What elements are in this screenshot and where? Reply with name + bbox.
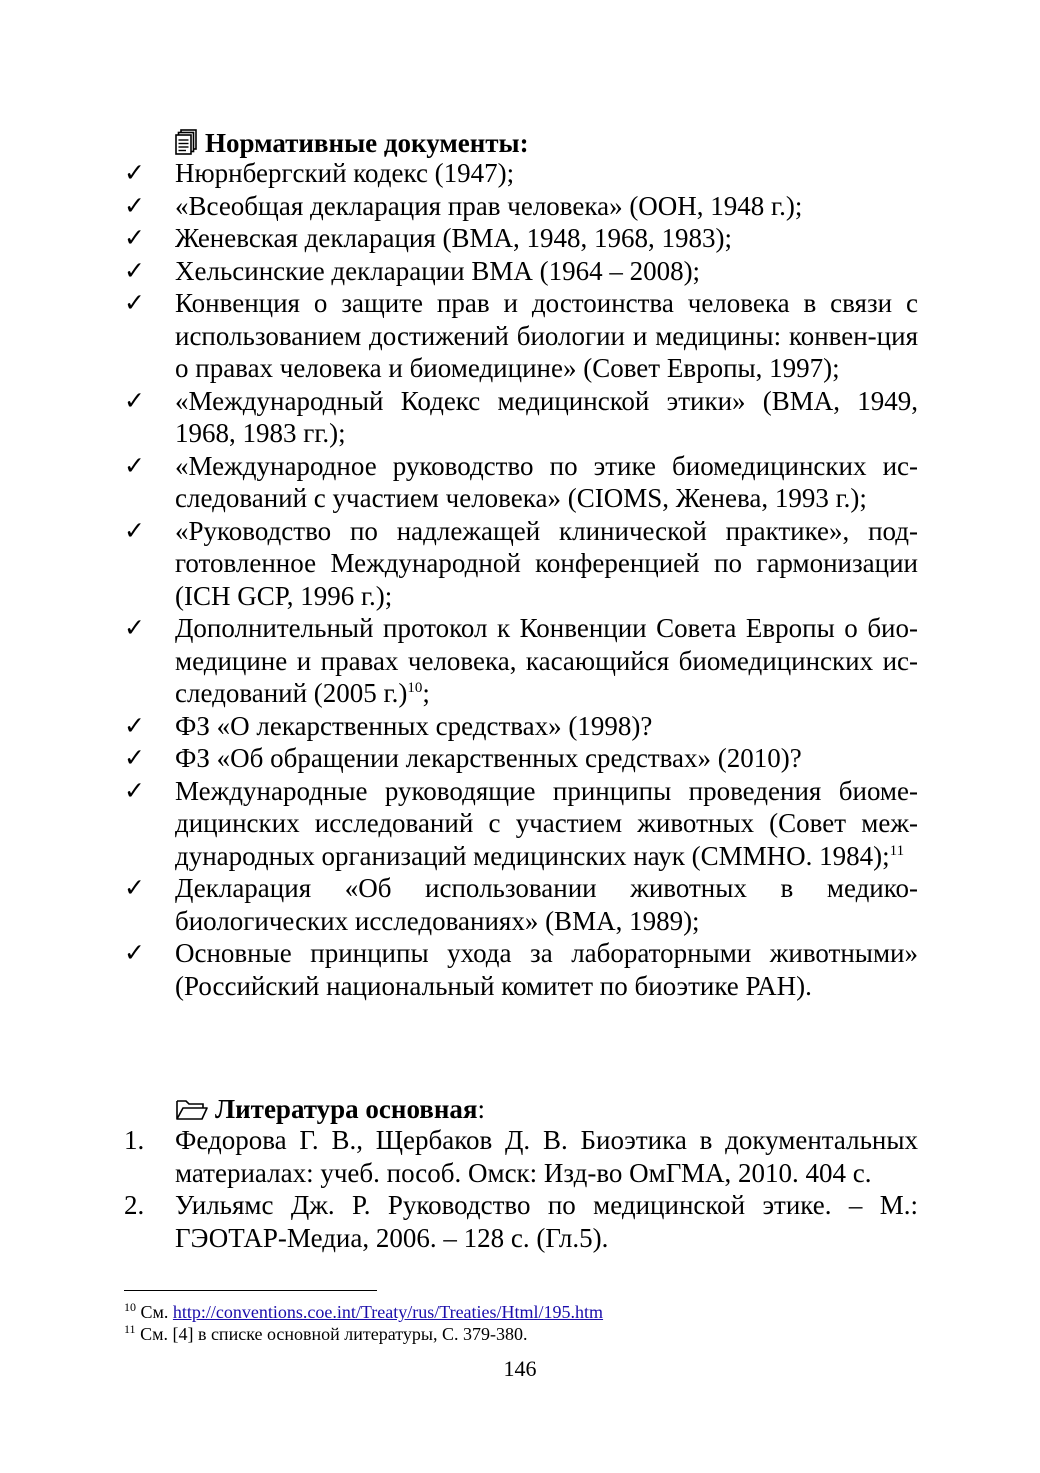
checkmark-icon: ✓	[124, 515, 145, 545]
checkmark-icon: ✓	[124, 158, 145, 187]
list-item: ✓ «Всеобщая декларация прав человека» (ООН, 1948 г.);	[124, 190, 803, 221]
literature-heading: Литература основная:	[175, 1093, 485, 1129]
checkmark-icon: ✓	[124, 710, 145, 740]
list-item: ✓ Конвенция о защите прав и достоинства человека в связи с использованием достижений биологии и медицины: конвен-ция о правах человека и биомедицине» (Совет Европы, 1997);	[124, 288, 918, 383]
checkmark-icon: ✓	[124, 873, 145, 902]
list-item: ✓ Нюрнбергский кодекс (1947);	[124, 158, 515, 188]
checkmark-icon: ✓	[124, 385, 145, 415]
list-item: ✓ «Руководство по надлежащей клинической практике», под-готовленное Международной конференцией по гармонизации (ICH GCP, 1996 г.);	[124, 515, 918, 611]
list-number: 2.	[124, 1190, 145, 1220]
footnote-ref[interactable]: 10	[407, 680, 423, 696]
list-item: ✓ «Международное руководство по этике биомедицинских ис-следований с участием человека» (CIOMS, Женева, 1993 г.);	[124, 450, 918, 513]
checkmark-icon: ✓	[124, 255, 145, 285]
checkmark-icon: ✓	[124, 743, 145, 772]
footnote-divider	[124, 1290, 377, 1291]
normative-docs-list	[0, 157, 1040, 1002]
list-item: ✓ Женевская декларация (ВМА, 1948, 1968, 1983);	[124, 223, 733, 253]
checkmark-icon: ✓	[124, 450, 145, 480]
checkmark-icon: ✓	[124, 775, 145, 805]
footnote-ref[interactable]: 11	[889, 842, 905, 859]
list-item: ✓ Основные принципы ухода за лабораторными животными» (Российский национальный комитет по биоэтике РАН).	[124, 938, 918, 1001]
checkmark-icon: ✓	[124, 938, 145, 967]
footnote-10: $^{10}$ См. http://conventions.coe.int/Treaty/rus/Treaties/Html/195.htm	[124, 1300, 604, 1322]
literature-list	[0, 1124, 1040, 1254]
list-item: ✓ ФЗ «Об обращении лекарственных средствах» (2010)?	[124, 743, 802, 773]
list-item: 1. Федорова Г. В., Щербаков Д. В. Биоэтика в документальных материалах: учеб. пособ. Омск: Изд-во ОмГМА, 2010. 404 с.	[124, 1125, 918, 1188]
checkmark-icon: ✓	[124, 613, 145, 642]
list-item: ✓ Международные руководящие принципы проведения биоме-дицинских исследований с участием животных (Совет меж-дународных организаций медицинских наук (СММНО. 1984);$^{11}$	[124, 775, 918, 871]
list-item: ✓ Хельсинские декларации ВМА (1964 – 2008);	[124, 255, 701, 286]
footnote-link[interactable]: http://conventions.coe.int/Treaty/rus/Treaties/Html/195.htm	[172, 1302, 604, 1322]
page-number: 146	[503, 1356, 537, 1381]
list-item: 2. Уильямс Дж. Р. Руководство по медицинской этике. – М.: ГЭОТАР-Медиа, 2006. – 128 с. (Гл.5).	[124, 1190, 918, 1253]
checkmark-icon: ✓	[124, 190, 145, 220]
literature-title: Литература основная	[215, 1094, 478, 1124]
footnote-11: $^{11}$ См. [4] в списке основной литературы, С. 379-380.	[124, 1322, 528, 1344]
list-item: ✓ ФЗ «О лекарственных средствах» (1998)?	[124, 710, 653, 741]
checkmark-icon: ✓	[124, 223, 145, 252]
list-item: ✓ Декларация «Об использовании животных в медико-биологических исследованиях» (ВМА, 1989);	[124, 873, 918, 936]
list-item: ✓ Дополнительный протокол к Конвенции Совета Европы о био-медицине и правах человека, касающийся биомедицинских ис-следований (2005 г.)$^{10}$;	[124, 613, 918, 708]
checkmark-icon: ✓	[124, 288, 145, 317]
list-number: 1.	[124, 1125, 145, 1155]
list-item: ✓ «Международный Кодекс медицинской этики» (ВМА, 1949, 1968, 1983 гг.);	[124, 385, 918, 448]
normative-docs-title: Нормативные документы:	[205, 128, 529, 158]
